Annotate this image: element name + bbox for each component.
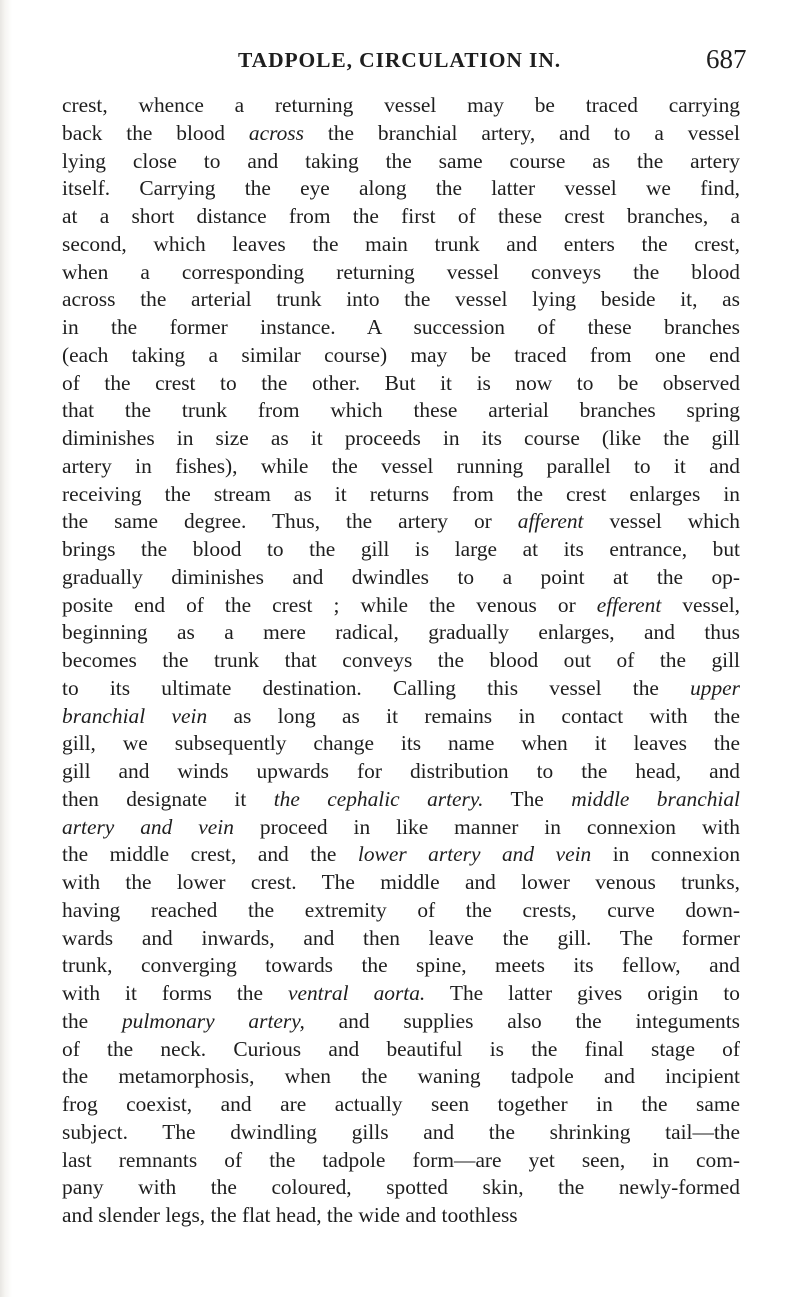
- text-line: [62, 925, 740, 953]
- text-line: [62, 1008, 740, 1036]
- italic-term: lower artery and vein: [357, 842, 592, 867]
- text-line: [62, 675, 740, 703]
- text-line: [62, 647, 740, 675]
- text-segment: lying close to and taking the same course as the artery: [62, 148, 740, 173]
- text-line: [62, 1202, 740, 1230]
- text-line: [62, 952, 740, 980]
- text-line: [62, 814, 740, 842]
- text-line: [62, 397, 740, 425]
- text-line: [62, 730, 740, 758]
- text-segment: and supplies also the integuments: [304, 1008, 741, 1033]
- text-line: [62, 536, 740, 564]
- text-segment: the metamorphosis, when the waning tadpole and incipient: [62, 1064, 740, 1089]
- text-line: [62, 453, 740, 481]
- text-segment: wards and inwards, and then leave the gill. The former: [62, 925, 740, 950]
- text-line: [62, 758, 740, 786]
- text-segment: across the arterial trunk into the vessel lying beside it, as: [62, 287, 740, 312]
- italic-term: middle branchial: [571, 786, 740, 811]
- text-line: [62, 286, 740, 314]
- text-line: [62, 508, 740, 536]
- text-line: [62, 564, 740, 592]
- text-segment: becomes the trunk that conveys the blood out of the gill: [62, 648, 740, 672]
- text-line: [62, 703, 740, 731]
- text-line: [62, 370, 740, 398]
- italic-term: efferent: [596, 592, 662, 617]
- text-line: [62, 592, 740, 620]
- text-segment: pany with the coloured, spotted skin, the newly-formed: [62, 1175, 740, 1200]
- text-line: [62, 1036, 740, 1064]
- text-segment: in connexion: [591, 842, 741, 867]
- text-line: [62, 92, 740, 120]
- text-line: [62, 175, 740, 203]
- text-segment: the: [62, 1008, 122, 1033]
- text-line: [62, 897, 740, 925]
- text-segment: vessel,: [661, 592, 740, 617]
- text-line: [62, 1119, 740, 1147]
- text-line: [62, 481, 740, 509]
- text-line: [62, 314, 740, 342]
- text-segment: and slender legs, the flat head, the wide and toothless: [62, 1203, 518, 1227]
- text-segment: posite end of the crest ; while the venous or: [62, 592, 597, 617]
- text-segment: itself. Carrying the eye along the latter vessel we find,: [62, 176, 740, 201]
- text-segment: having reached the extremity of the crests, curve down-: [62, 897, 740, 922]
- text-segment: back the blood: [62, 120, 249, 145]
- text-segment: in the former instance. A succession of these branches: [62, 315, 740, 339]
- text-segment: of the crest to the other. But it is now to be observed: [62, 370, 740, 395]
- text-segment: the middle crest, and the: [62, 842, 358, 867]
- text-line: [62, 1091, 740, 1119]
- text-segment: then designate it: [62, 786, 274, 811]
- text-segment: trunk, converging towards the spine, meets its fellow, and: [62, 953, 740, 978]
- text-segment: frog coexist, and are actually seen together in the same: [62, 1092, 740, 1116]
- text-line: [62, 148, 740, 176]
- text-line: [62, 425, 740, 453]
- text-line: [62, 203, 740, 231]
- text-segment: diminishes in size as it proceeds in its course (like the gill: [62, 426, 740, 450]
- text-segment: with it forms the: [62, 981, 288, 1005]
- page-number: 687: [706, 44, 747, 74]
- text-segment: the same degree. Thus, the artery or: [62, 509, 518, 534]
- text-segment: the branchial artery, and to a vessel: [303, 120, 740, 145]
- text-segment: proceed in like manner in connexion with: [233, 814, 740, 839]
- text-line: [62, 1063, 740, 1091]
- text-line: [62, 980, 740, 1008]
- italic-term: upper: [690, 675, 740, 700]
- text-segment: with the lower crest. The middle and lower venous trunks,: [62, 870, 740, 894]
- italic-term: afferent: [517, 509, 584, 534]
- body-paragraph: [62, 92, 740, 1230]
- italic-term: branchial vein: [62, 703, 208, 728]
- running-head: TADPOLE, CIRCULATION IN.: [238, 48, 562, 72]
- text-line: [62, 342, 740, 370]
- text-segment: beginning as a mere radical, gradually enlarges, and thus: [62, 620, 740, 645]
- text-segment: crest, whence a returning vessel may be traced carrying: [62, 93, 740, 117]
- text-segment: receiving the stream as it returns from the crest enlarges in: [62, 481, 740, 506]
- text-line: [62, 619, 740, 647]
- text-line: [62, 786, 740, 814]
- text-segment: of the neck. Curious and beautiful is the final stage of: [62, 1036, 740, 1061]
- italic-term: ventral aorta.: [287, 981, 426, 1005]
- text-line: [62, 1174, 740, 1202]
- text-line: [62, 231, 740, 259]
- text-segment: last remnants of the tadpole form—are yet seen, in com-: [62, 1147, 740, 1172]
- text-segment: gradually diminishes and dwindles to a point at the op-: [62, 564, 740, 589]
- text-line: [62, 1147, 740, 1175]
- text-segment: second, which leaves the main trunk and enters the crest,: [62, 231, 740, 256]
- text-segment: artery in fishes), while the vessel running parallel to it and: [62, 453, 740, 478]
- text-line: [62, 841, 740, 869]
- italic-term: across: [248, 120, 304, 145]
- text-line: [62, 259, 740, 287]
- italic-term: pulmonary artery,: [121, 1008, 305, 1033]
- text-segment: that the trunk from which these arterial branches spring: [62, 398, 740, 423]
- italic-term: artery and vein: [62, 814, 234, 839]
- page-header: [0, 44, 800, 84]
- text-segment: as long as it remains in contact with the: [207, 703, 741, 728]
- text-segment: The: [483, 786, 572, 811]
- text-segment: gill, we subsequently change its name when it leaves the: [62, 731, 740, 756]
- text-segment: when a corresponding returning vessel conveys the blood: [62, 259, 740, 284]
- text-segment: (each taking a similar course) may be traced from one end: [62, 342, 740, 367]
- text-segment: gill and winds upwards for distribution to the head, and: [62, 759, 740, 783]
- text-segment: to its ultimate destination. Calling this vessel the: [62, 675, 691, 700]
- text-line: [62, 120, 740, 148]
- text-segment: subject. The dwindling gills and the shrinking tail—the: [62, 1119, 740, 1144]
- text-segment: The latter gives origin to: [425, 981, 741, 1005]
- text-segment: brings the blood to the gill is large at its entrance, but: [62, 537, 740, 561]
- text-segment: vessel which: [583, 509, 740, 534]
- text-segment: at a short distance from the first of these crest branches, a: [62, 204, 740, 228]
- italic-term: the cephalic artery.: [273, 786, 484, 811]
- text-line: [62, 869, 740, 897]
